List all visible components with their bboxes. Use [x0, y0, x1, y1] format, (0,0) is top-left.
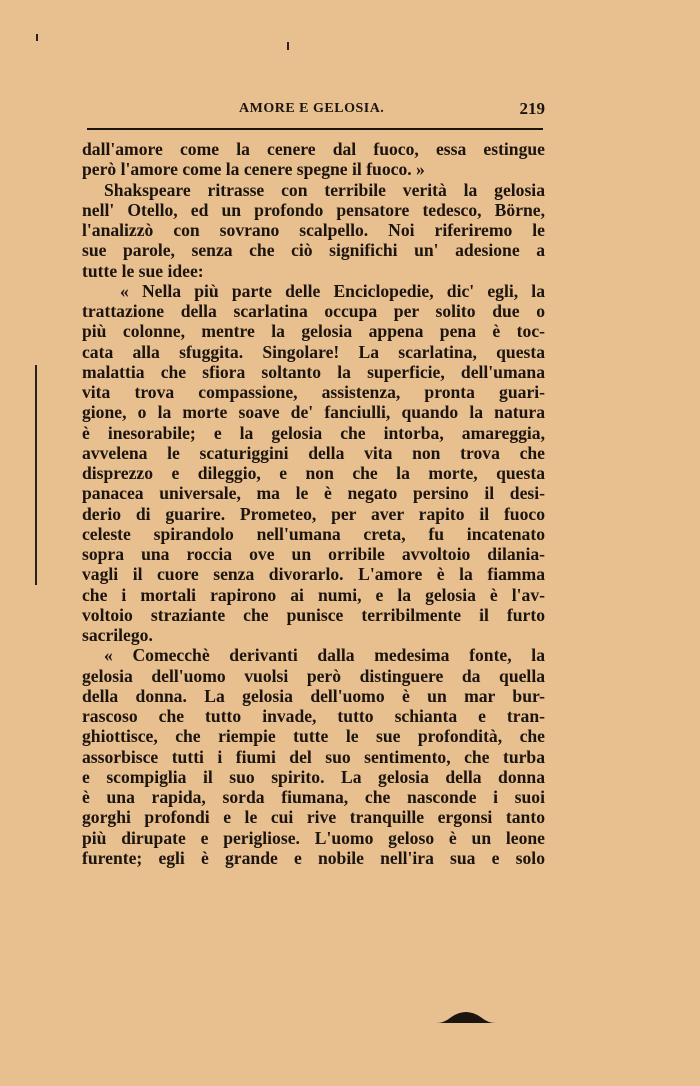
- text-line: gorghi profondi e le cui rive tranquille ergonsi tanto: [82, 807, 545, 828]
- text-line: più dirupate e perigliose. L'uomo geloso è un leone: [82, 827, 545, 848]
- text-line: è inesorabile; e la gelosia che intorba, amareggia,: [82, 422, 545, 443]
- text-line: più colonne, mentre la gelosia appena pena è toc-: [82, 321, 545, 342]
- text-line: tutte le sue idee:: [82, 260, 204, 281]
- text-line: derio di guarire. Prometeo, per aver rapito il fuoco: [82, 503, 545, 524]
- text-line: avvelena le scaturiggini della vita non trova che: [82, 442, 545, 463]
- text-line: « Comecchè derivanti dalla medesima fonte, la: [104, 645, 545, 666]
- text-line: gelosia dell'uomo vuolsi però distinguere da quella: [82, 665, 545, 686]
- text-line: furente; egli è grande e nobile nell'ira sua e solo: [82, 847, 545, 868]
- running-title: AMORE E GELOSIA.: [239, 101, 385, 116]
- text-line: celeste spirandolo nell'umana creta, fu incatenato: [82, 523, 545, 544]
- text-line: Shakspeare ritrasse con terribile verità la gelosia: [104, 179, 545, 200]
- text-line: l'analizzò con sovrano scalpello. Noi riferiremo le: [82, 220, 545, 240]
- scan-mark: [36, 34, 38, 41]
- text-line: che i mortali rapirono ai numi, e la gelosia è l'av-: [82, 584, 545, 605]
- text-line: vagli il cuore senza divorarlo. L'amore è la fiamma: [82, 564, 545, 585]
- text-line: sopra una roccia ove un orribile avvoltoio dilania-: [82, 544, 545, 564]
- text-line: gione, o la morte soave de' fanciulli, quando la natura: [82, 402, 545, 423]
- text-line: cata alla sfuggita. Singolare! La scarlatina, questa: [82, 341, 545, 362]
- text-line: nell' Otello, ed un profondo pensatore tedesco, Börne,: [82, 199, 545, 220]
- text-line: rascoso che tutto invade, tutto schianta e tran-: [82, 706, 545, 726]
- text-line: sue parole, senza che ciò significhi un' adesione a: [82, 240, 545, 261]
- text-line: malattia che sfiora soltanto la superficie, dell'umana: [82, 361, 545, 382]
- text-line: sacrilego.: [82, 625, 153, 645]
- text-line: è una rapida, sorda fiumana, che nasconde i suoi: [82, 787, 545, 807]
- text-line: ghiottisce, che riempie tutte le sue profondità, che: [82, 726, 545, 747]
- text-line: della donna. La gelosia dell'uomo è un mar bur-: [82, 685, 545, 706]
- text-line: e scompiglia il suo spirito. La gelosia della donna: [82, 766, 545, 787]
- header-rule: [87, 128, 543, 130]
- running-header: [87, 99, 545, 123]
- text-line: « Nella più parte delle Enciclopedie, dic' egli, la: [120, 280, 545, 301]
- text-line: panacea universale, ma le è negato persino il desi-: [82, 483, 545, 504]
- body-text: [82, 139, 545, 868]
- text-line: trattazione della scarlatina occupa per solito due o: [82, 301, 545, 321]
- page-number: 219: [519, 99, 545, 118]
- text-line: vita trova compassione, assistenza, pronta guari-: [82, 382, 545, 402]
- margin-rule: [35, 365, 37, 585]
- text-line: voltoio straziante che punisce terribilmente il furto: [82, 604, 545, 625]
- scan-mark: [287, 42, 289, 50]
- text-line: disprezzo e dileggio, e non che la morte, questa: [82, 463, 545, 483]
- text-line: dall'amore come la cenere dal fuoco, essa estingue: [82, 139, 545, 159]
- text-line: però l'amore come la cenere spegne il fuoco. »: [82, 159, 425, 180]
- text-line: assorbisce tutti i fiumi del suo sentimento, che turba: [82, 746, 545, 767]
- tailpiece-ornament-icon: [436, 1011, 496, 1025]
